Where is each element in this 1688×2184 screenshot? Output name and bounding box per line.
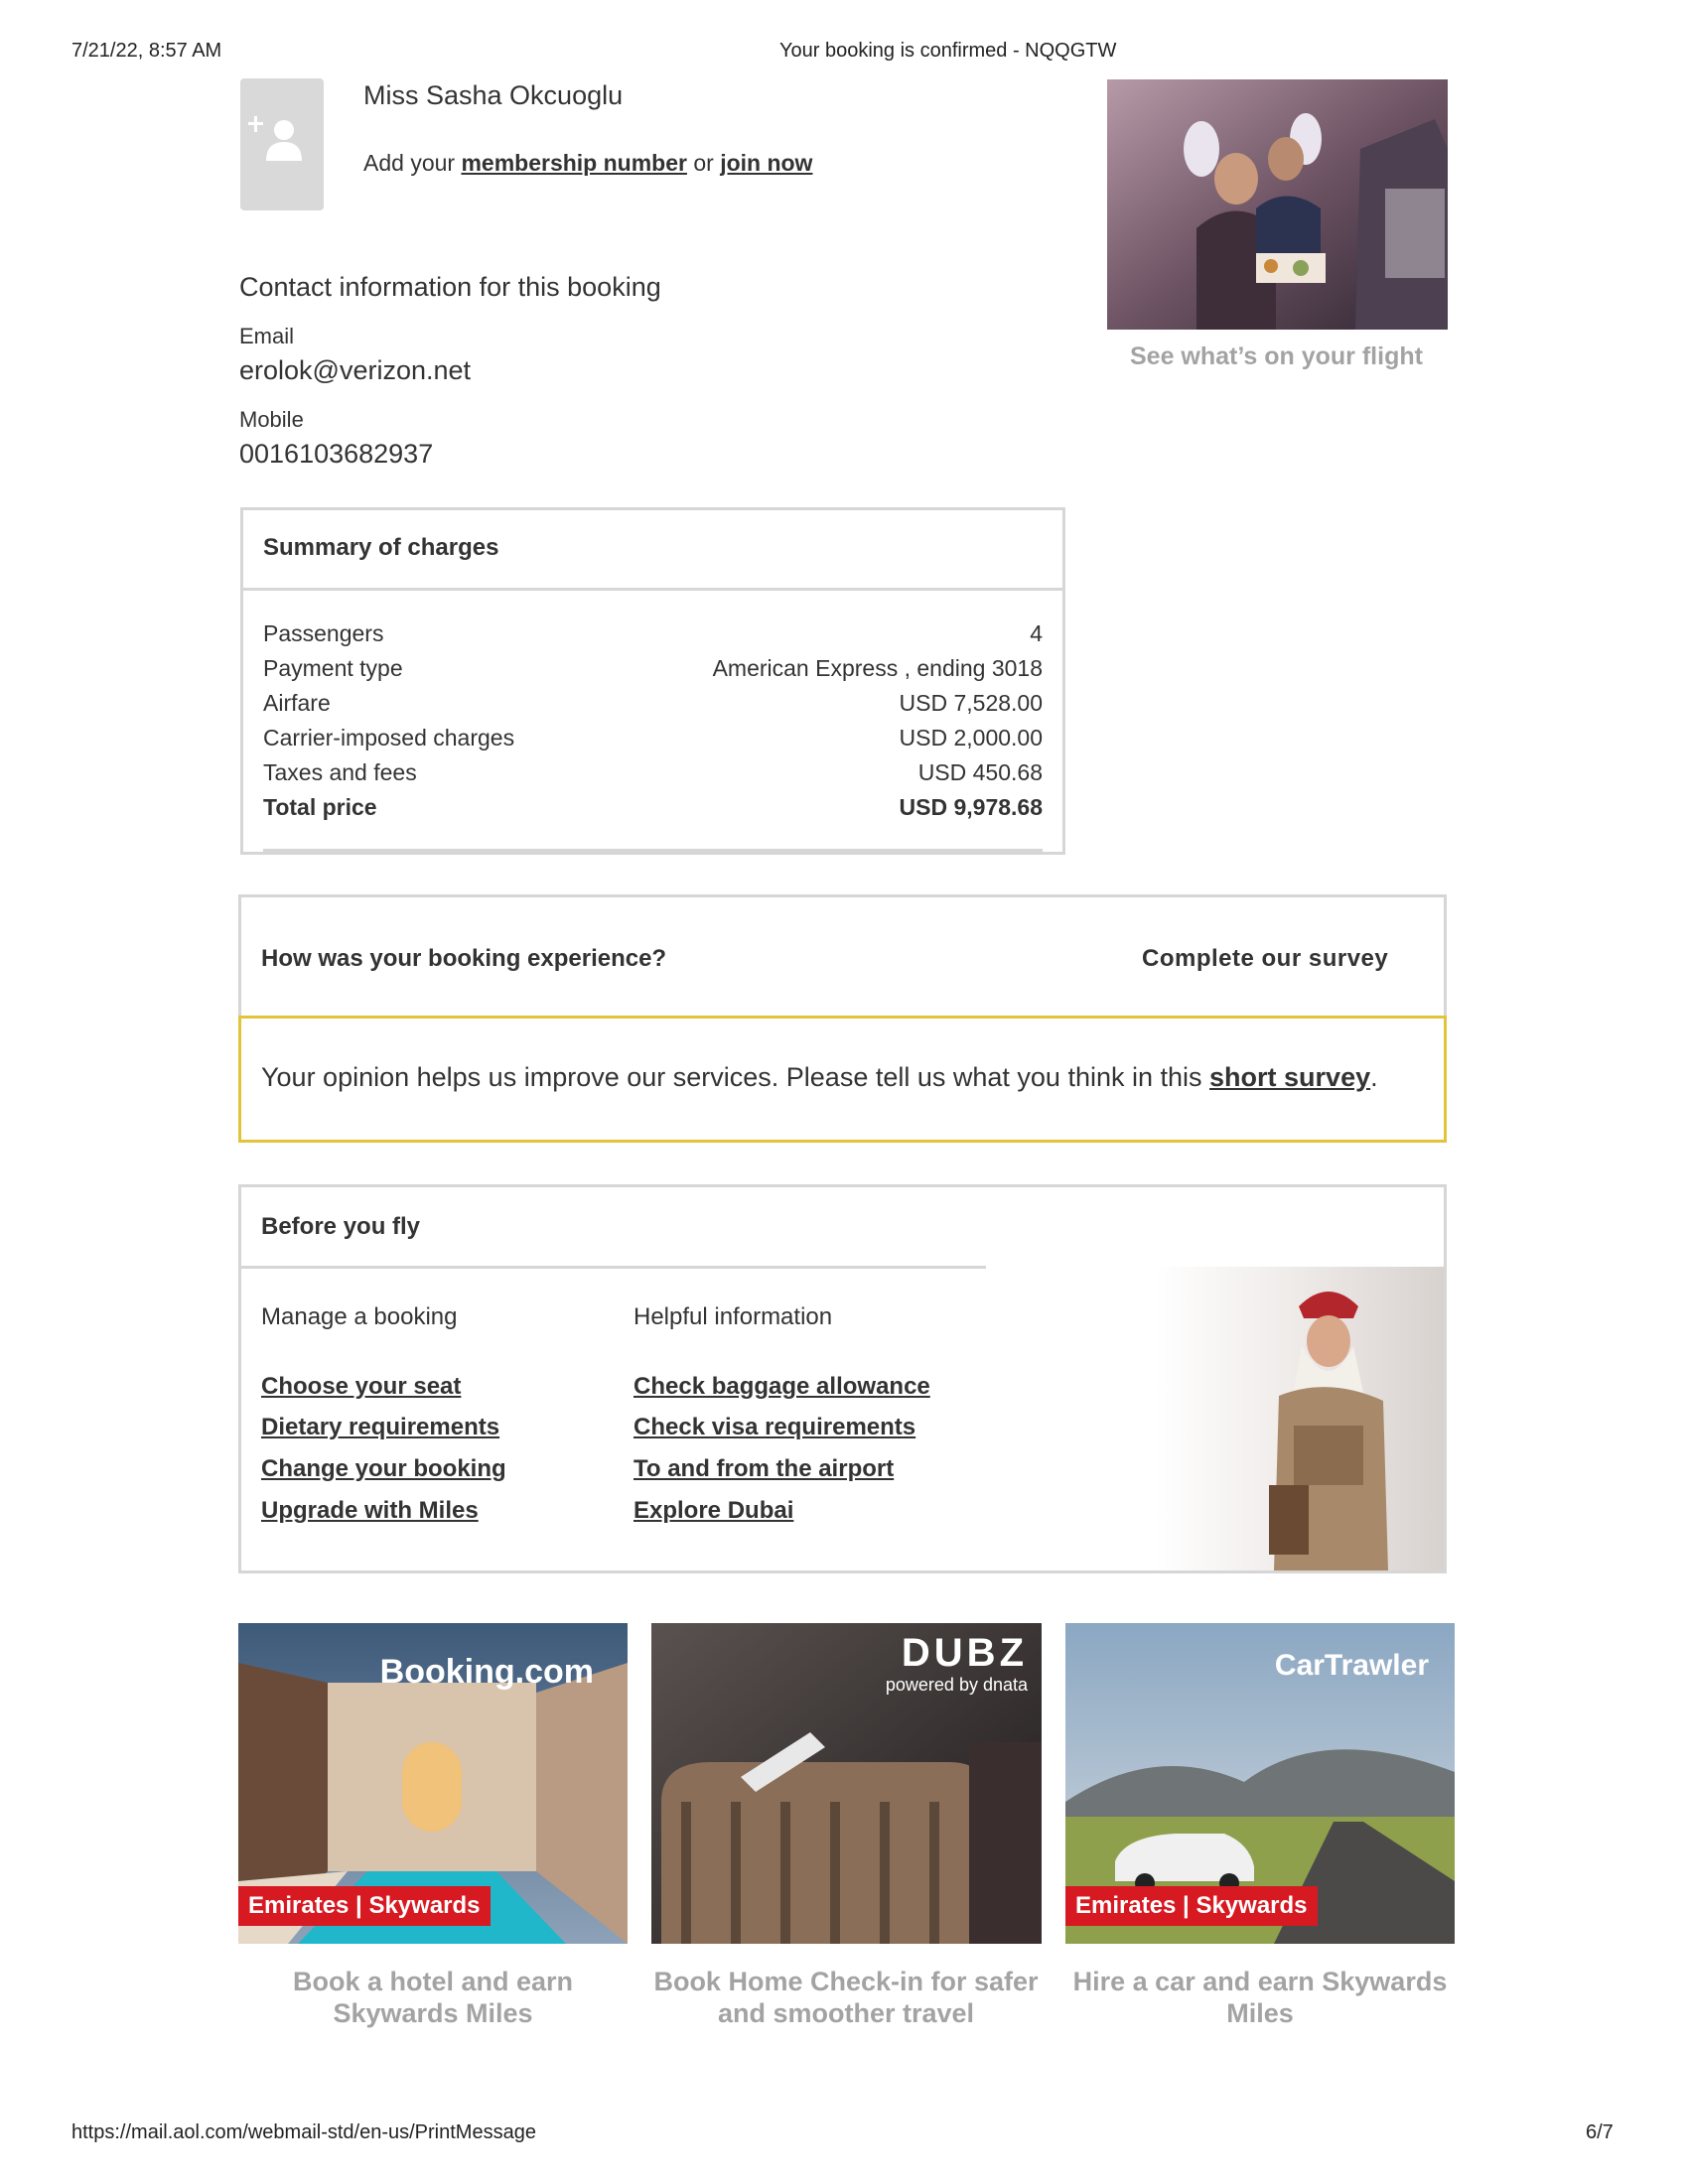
charge-value: USD 450.68 — [917, 758, 1043, 785]
cartrawler-promo[interactable] — [1065, 1623, 1455, 1944]
email-value: erolok@verizon.net — [239, 355, 472, 385]
before-fly-divider — [241, 1266, 986, 1269]
hotel-promo-caption[interactable]: Book a hotel and earn Skywards Miles — [292, 1967, 574, 2028]
airport-transfer-link[interactable]: To and from the airport — [633, 1455, 895, 1482]
join-now-link[interactable]: join now — [720, 150, 813, 176]
choose-seat-link[interactable]: Choose your seat — [261, 1373, 462, 1400]
cabin-crew-photo — [1155, 1267, 1444, 1570]
charge-label: Payment type — [263, 654, 403, 681]
dubz-promo[interactable] — [651, 1623, 1042, 1944]
mobile-value: 0016103682937 — [239, 439, 434, 469]
membership-line — [363, 150, 812, 177]
avatar-placeholder — [240, 78, 324, 210]
charges-divider — [243, 588, 1062, 591]
charges-title: Summary of charges — [263, 534, 499, 561]
total-label: Total price — [263, 793, 377, 820]
survey-period: . — [1370, 1062, 1378, 1092]
survey-body-text: Your opinion helps us improve our services. Please tell us what you think in this — [261, 1062, 1202, 1092]
upgrade-miles-link[interactable]: Upgrade with Miles — [261, 1497, 479, 1524]
charge-label: Passengers — [263, 619, 384, 646]
total-value: USD 9,978.68 — [899, 793, 1043, 820]
passenger-name: Miss Sasha Okcuoglu — [363, 80, 624, 110]
charge-row — [263, 755, 1043, 789]
charge-value: USD 7,528.00 — [899, 689, 1043, 716]
complete-survey-button[interactable]: Complete our survey — [1142, 945, 1389, 972]
sidebar-promo-caption[interactable]: See what’s on your flight — [1130, 342, 1423, 370]
membership-prefix: Add your — [363, 150, 456, 176]
skywards-badge: Emirates | Skywards — [1065, 1886, 1318, 1926]
short-survey-link[interactable]: short survey — [1209, 1062, 1371, 1092]
visa-link[interactable]: Check visa requirements — [633, 1414, 916, 1440]
survey-body — [261, 1062, 1378, 1093]
charge-value: American Express , ending 3018 — [712, 654, 1043, 681]
charges-bottom-rule — [263, 849, 1043, 852]
cartrawler-logo: CarTrawler — [1274, 1649, 1429, 1682]
charge-label: Airfare — [263, 689, 331, 716]
email-label: Email — [239, 324, 295, 348]
inflight-dining-image — [1107, 79, 1448, 330]
charge-row — [263, 686, 1043, 720]
survey-question: How was your booking experience? — [261, 945, 667, 972]
total-row — [263, 790, 1043, 824]
mobile-label: Mobile — [239, 407, 304, 432]
survey-body-box — [238, 1016, 1447, 1143]
or-text: or — [693, 150, 714, 176]
before-fly-box — [238, 1184, 1447, 1573]
change-booking-link[interactable]: Change your booking — [261, 1455, 506, 1482]
charge-label: Carrier-imposed charges — [263, 724, 515, 751]
charge-row — [263, 721, 1043, 754]
survey-header-box — [238, 894, 1447, 1019]
print-title: Your booking is confirmed - NQQGTW — [779, 40, 1117, 62]
dubz-logo: DUBZ — [901, 1631, 1028, 1675]
charge-row — [263, 651, 1043, 685]
manage-heading: Manage a booking — [261, 1303, 458, 1330]
add-person-icon — [240, 78, 324, 210]
charge-value: 4 — [1030, 619, 1043, 646]
page-number: 6/7 — [1586, 2121, 1614, 2143]
before-fly-title: Before you fly — [261, 1213, 421, 1240]
dietary-link[interactable]: Dietary requirements — [261, 1414, 500, 1440]
car-hire-caption[interactable]: Hire a car and earn Skywards Miles — [1072, 1967, 1448, 2028]
charges-box — [240, 507, 1065, 855]
baggage-link[interactable]: Check baggage allowance — [633, 1373, 930, 1400]
skywards-badge: Emirates | Skywards — [238, 1886, 491, 1926]
charge-label: Taxes and fees — [263, 758, 417, 785]
dubz-tagline: powered by dnata — [885, 1675, 1028, 1695]
inflight-photo[interactable] — [1107, 79, 1448, 330]
charge-value: USD 2,000.00 — [899, 724, 1043, 751]
cabin-crew-image — [1155, 1267, 1444, 1570]
booking-com-promo[interactable] — [238, 1623, 628, 1944]
print-datetime: 7/21/22, 8:57 AM — [71, 40, 222, 62]
membership-number-link[interactable]: membership number — [461, 150, 687, 176]
print-url: https://mail.aol.com/webmail-std/en-us/PrintMessage — [71, 2121, 536, 2143]
booking-com-logo: Booking.com — [379, 1653, 594, 1691]
charge-row — [263, 616, 1043, 650]
home-checkin-caption[interactable]: Book Home Check-in for safer and smoother travel — [653, 1967, 1039, 2028]
explore-dubai-link[interactable]: Explore Dubai — [633, 1497, 794, 1524]
contact-heading: Contact information for this booking — [239, 272, 661, 302]
help-heading: Helpful information — [633, 1303, 833, 1330]
